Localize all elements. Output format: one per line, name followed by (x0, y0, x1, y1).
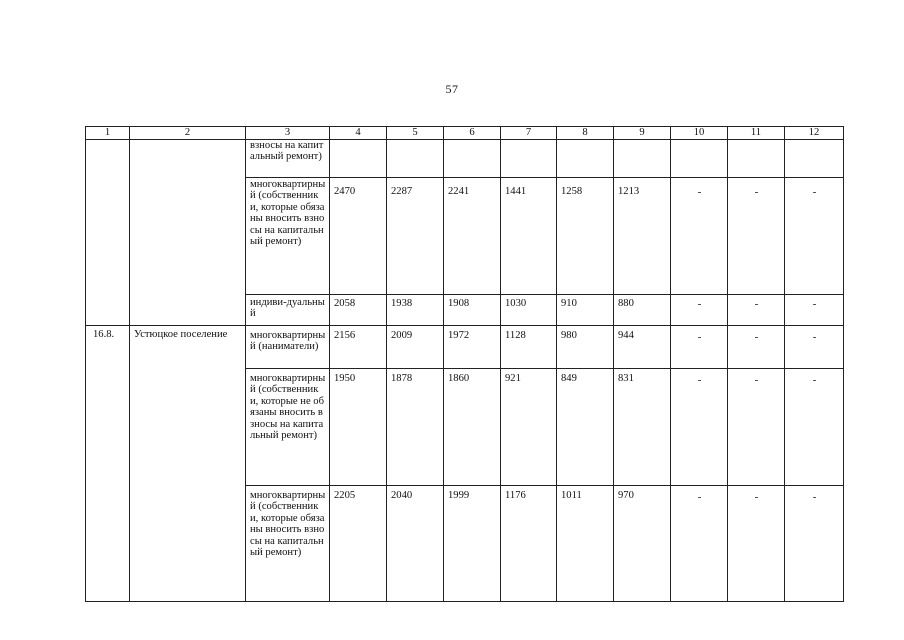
value-cell: 1011 (557, 486, 614, 602)
tariff-table (85, 126, 844, 602)
value-cell: 1030 (501, 295, 557, 326)
value-cell: - (728, 295, 785, 326)
column-header: 12 (785, 127, 844, 140)
value-cell: - (785, 178, 844, 295)
value-cell: 2040 (387, 486, 444, 602)
value-cell: - (671, 369, 728, 486)
table-row (86, 326, 844, 369)
value-cell: 880 (614, 295, 671, 326)
value-cell: - (728, 178, 785, 295)
value-cell (387, 140, 444, 178)
header-row (86, 127, 844, 140)
housing-type-cell: многоквартирный (наниматели) (246, 326, 330, 369)
value-cell (501, 140, 557, 178)
value-cell: 1938 (387, 295, 444, 326)
value-cell: 849 (557, 369, 614, 486)
value-cell: 1213 (614, 178, 671, 295)
column-header: 4 (330, 127, 387, 140)
value-cell: 2156 (330, 326, 387, 369)
value-cell: - (671, 178, 728, 295)
row-number-cell (86, 140, 130, 326)
value-cell (444, 140, 501, 178)
value-cell: - (728, 326, 785, 369)
value-cell: 2009 (387, 326, 444, 369)
column-header: 6 (444, 127, 501, 140)
value-cell: - (671, 295, 728, 326)
value-cell: 2241 (444, 178, 501, 295)
value-cell: 2470 (330, 178, 387, 295)
housing-type-cell: индиви-дуальный (246, 295, 330, 326)
value-cell: 1950 (330, 369, 387, 486)
value-cell (557, 140, 614, 178)
column-header: 11 (728, 127, 785, 140)
column-header: 2 (130, 127, 246, 140)
column-header: 10 (671, 127, 728, 140)
column-header: 8 (557, 127, 614, 140)
value-cell (330, 140, 387, 178)
value-cell: 921 (501, 369, 557, 486)
value-cell: 910 (557, 295, 614, 326)
row-number-cell: 16.8. (86, 326, 130, 602)
value-cell: - (728, 369, 785, 486)
value-cell: 1972 (444, 326, 501, 369)
housing-type-cell: многоквартирный (собственники, которые обязаны вносить взносы на капитальный ремонт) (246, 486, 330, 602)
table-row (86, 140, 844, 178)
value-cell: - (671, 326, 728, 369)
value-cell: 944 (614, 326, 671, 369)
value-cell (614, 140, 671, 178)
value-cell: - (671, 486, 728, 602)
value-cell: 1878 (387, 369, 444, 486)
column-header: 1 (86, 127, 130, 140)
value-cell: 1128 (501, 326, 557, 369)
value-cell: 1258 (557, 178, 614, 295)
column-header: 3 (246, 127, 330, 140)
value-cell (728, 140, 785, 178)
value-cell: - (728, 486, 785, 602)
column-header: 7 (501, 127, 557, 140)
value-cell: 2205 (330, 486, 387, 602)
value-cell: 2287 (387, 178, 444, 295)
housing-type-cell: взносы на капитальный ремонт) (246, 140, 330, 178)
value-cell: - (785, 369, 844, 486)
value-cell (785, 140, 844, 178)
settlement-name-cell (130, 140, 246, 326)
value-cell: 970 (614, 486, 671, 602)
column-header: 5 (387, 127, 444, 140)
value-cell: 2058 (330, 295, 387, 326)
value-cell: 1441 (501, 178, 557, 295)
value-cell: 1908 (444, 295, 501, 326)
settlement-name-cell: Устюцкое поселение (130, 326, 246, 602)
housing-type-cell: многоквартирный (собственники, которые обязаны вносить взносы на капитальный ремонт) (246, 178, 330, 295)
housing-type-cell: многоквартирный (собственники, которые не обязаны вносить взносы на капитальный ремонт) (246, 369, 330, 486)
value-cell: - (785, 326, 844, 369)
value-cell (671, 140, 728, 178)
value-cell: 831 (614, 369, 671, 486)
value-cell: - (785, 295, 844, 326)
column-header: 9 (614, 127, 671, 140)
value-cell: 980 (557, 326, 614, 369)
value-cell: 1176 (501, 486, 557, 602)
value-cell: - (785, 486, 844, 602)
value-cell: 1999 (444, 486, 501, 602)
page-number: 57 (445, 82, 459, 96)
value-cell: 1860 (444, 369, 501, 486)
